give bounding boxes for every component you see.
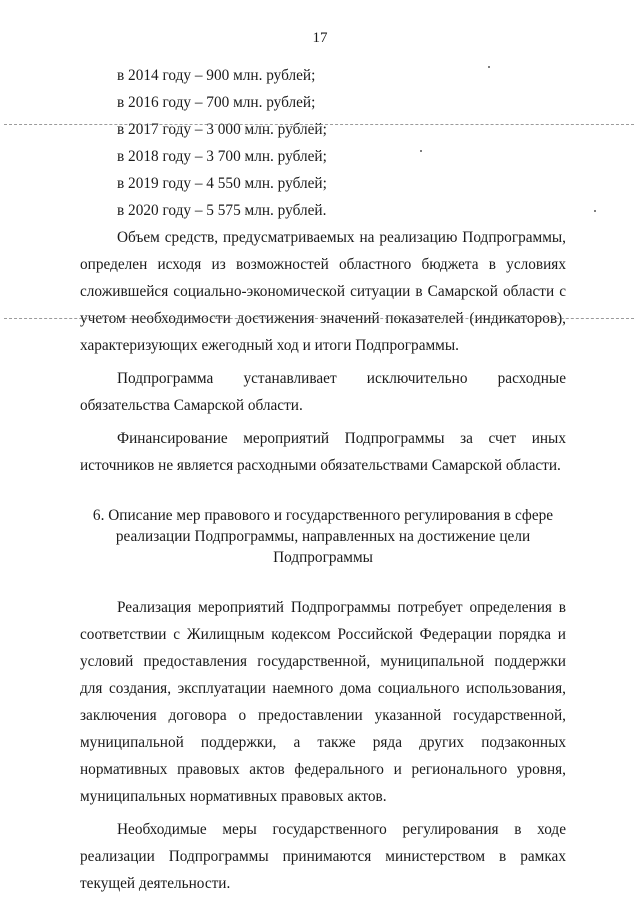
scan-artifact-line xyxy=(4,124,634,125)
section-heading: 6. Описание мер правового и государственного регулирования в сфере реализации Подпрограммы, направленных на достижение цели Подпрограммы xyxy=(92,507,554,566)
funding-year-2014: в 2014 году – 900 млн. рублей; xyxy=(117,67,316,84)
paragraph-funding-volume: Объем средств, предусматриваемых на реализацию Подпрограммы, определен исходя из возможностей областного бюджета в условиях сложившейся социально-экономической ситуации в Самарской области с учетом необходимости достижения значений показателей (индикаторов), характеризующих ежегодный ход и итоги Подпрограммы. xyxy=(80,229,566,354)
funding-year-2020: в 2020 году – 5 575 млн. рублей. xyxy=(117,202,327,219)
funding-year-2016: в 2016 году – 700 млн. рублей; xyxy=(117,94,316,111)
funding-year-2017: в 2017 году – 3 000 млн. рублей; xyxy=(117,121,327,138)
page-number: 17 xyxy=(312,30,328,46)
paragraph-regulation-measures: Необходимые меры государственного регулирования в ходе реализации Подпрограммы принимаются министерством в рамках текущей деятельности. xyxy=(80,821,566,892)
funding-by-year-list xyxy=(80,62,566,224)
funding-year-2018: в 2018 году – 3 700 млн. рублей; xyxy=(117,148,327,165)
scan-speck xyxy=(420,150,422,152)
document-body xyxy=(80,62,566,897)
scan-artifact-line xyxy=(4,318,634,319)
scan-speck xyxy=(488,66,490,68)
paragraph-other-sources: Финансирование мероприятий Подпрограммы за счет иных источников не является расходными обязательствами Самарской области. xyxy=(80,430,566,474)
paragraph-expense-obligations: Подпрограмма устанавливает исключительно расходные обязательства Самарской области. xyxy=(80,370,566,414)
funding-year-2019: в 2019 году – 4 550 млн. рублей; xyxy=(117,175,327,192)
scan-speck xyxy=(594,210,596,212)
paragraph-implementation: Реализация мероприятий Подпрограммы потребует определения в соответствии с Жилищным кодексом Российской Федерации порядка и условий предоставления государственной, муниципальной поддержки для создания, эксплуатации наемного дома социального использования, заключения договора о предоставлении указанной государственной, муниципальной поддержки, а также ряда других подзаконных нормативных правовых актов федерального и регионального уровня, муниципальных нормативных правовых актов. xyxy=(80,599,566,805)
